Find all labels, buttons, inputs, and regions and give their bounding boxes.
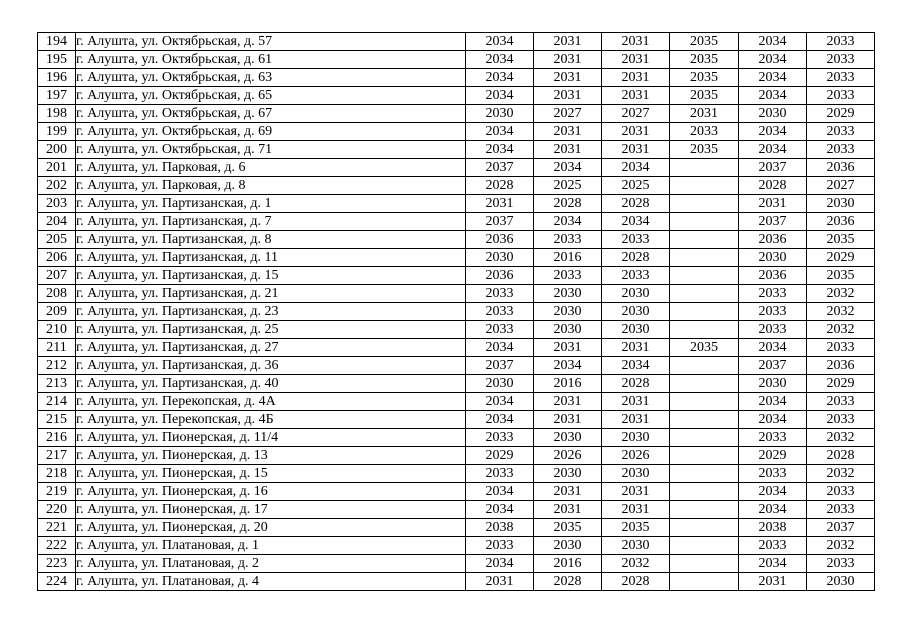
- year-cell: 2034: [466, 483, 534, 501]
- year-cell: 2031: [602, 501, 670, 519]
- row-number: 197: [38, 87, 76, 105]
- year-cell: 2036: [466, 267, 534, 285]
- year-cell: 2033: [602, 267, 670, 285]
- year-cell: 2026: [534, 447, 602, 465]
- year-cell: [670, 231, 739, 249]
- year-cell: 2031: [534, 123, 602, 141]
- year-cell: [670, 555, 739, 573]
- address-cell: г. Алушта, ул. Октябрьская, д. 65: [76, 87, 466, 105]
- row-number: 200: [38, 141, 76, 159]
- row-number: 198: [38, 105, 76, 123]
- year-cell: 2030: [534, 465, 602, 483]
- year-cell: 2030: [807, 573, 875, 591]
- year-cell: 2036: [739, 267, 807, 285]
- table-row: [38, 231, 875, 249]
- table-row: [38, 321, 875, 339]
- year-cell: 2034: [739, 501, 807, 519]
- row-number: 205: [38, 231, 76, 249]
- year-cell: 2033: [807, 123, 875, 141]
- table-row: [38, 141, 875, 159]
- year-cell: 2034: [739, 51, 807, 69]
- row-number: 211: [38, 339, 76, 357]
- row-number: 194: [38, 33, 76, 51]
- year-cell: 2027: [602, 105, 670, 123]
- year-cell: 2036: [466, 231, 534, 249]
- table-body: [38, 33, 875, 591]
- year-cell: [670, 465, 739, 483]
- year-cell: 2034: [466, 411, 534, 429]
- row-number: 218: [38, 465, 76, 483]
- year-cell: 2031: [602, 483, 670, 501]
- row-number: 215: [38, 411, 76, 429]
- year-cell: 2034: [602, 213, 670, 231]
- year-cell: 2035: [670, 69, 739, 87]
- year-cell: 2034: [739, 555, 807, 573]
- year-cell: 2032: [602, 555, 670, 573]
- row-number: 195: [38, 51, 76, 69]
- year-cell: 2028: [602, 195, 670, 213]
- year-cell: 2030: [602, 285, 670, 303]
- year-cell: [670, 285, 739, 303]
- year-cell: 2031: [534, 393, 602, 411]
- year-cell: [670, 537, 739, 555]
- year-cell: [670, 159, 739, 177]
- address-cell: г. Алушта, ул. Октябрьская, д. 71: [76, 141, 466, 159]
- year-cell: 2031: [602, 33, 670, 51]
- year-cell: 2031: [739, 573, 807, 591]
- year-cell: 2031: [534, 339, 602, 357]
- year-cell: 2033: [739, 465, 807, 483]
- year-cell: 2037: [466, 159, 534, 177]
- year-cell: 2030: [602, 429, 670, 447]
- year-cell: 2032: [807, 537, 875, 555]
- row-number: 206: [38, 249, 76, 267]
- year-cell: 2035: [670, 141, 739, 159]
- row-number: 202: [38, 177, 76, 195]
- row-number: 221: [38, 519, 76, 537]
- table-row: [38, 411, 875, 429]
- year-cell: 2035: [670, 33, 739, 51]
- row-number: 208: [38, 285, 76, 303]
- table-row: [38, 429, 875, 447]
- address-cell: г. Алушта, ул. Партизанская, д. 21: [76, 285, 466, 303]
- year-cell: 2033: [807, 69, 875, 87]
- year-cell: 2033: [466, 465, 534, 483]
- year-cell: 2031: [739, 195, 807, 213]
- year-cell: 2027: [534, 105, 602, 123]
- year-cell: 2016: [534, 375, 602, 393]
- year-cell: 2035: [670, 87, 739, 105]
- year-cell: 2036: [807, 159, 875, 177]
- table-row: [38, 213, 875, 231]
- address-cell: г. Алушта, ул. Пионерская, д. 20: [76, 519, 466, 537]
- year-cell: 2031: [534, 501, 602, 519]
- address-cell: г. Алушта, ул. Партизанская, д. 27: [76, 339, 466, 357]
- year-cell: 2033: [807, 51, 875, 69]
- year-cell: 2028: [602, 249, 670, 267]
- year-cell: 2031: [670, 105, 739, 123]
- address-cell: г. Алушта, ул. Октябрьская, д. 63: [76, 69, 466, 87]
- year-cell: 2034: [466, 69, 534, 87]
- row-number: 223: [38, 555, 76, 573]
- year-cell: 2030: [739, 105, 807, 123]
- year-cell: 2034: [466, 393, 534, 411]
- year-cell: 2031: [534, 69, 602, 87]
- year-cell: 2030: [466, 105, 534, 123]
- address-cell: г. Алушта, ул. Партизанская, д. 11: [76, 249, 466, 267]
- year-cell: 2034: [466, 501, 534, 519]
- year-cell: 2029: [807, 105, 875, 123]
- year-cell: 2033: [807, 393, 875, 411]
- table-row: [38, 51, 875, 69]
- year-cell: 2037: [466, 213, 534, 231]
- year-cell: [670, 573, 739, 591]
- year-cell: 2028: [602, 573, 670, 591]
- year-cell: 2033: [466, 303, 534, 321]
- address-cell: г. Алушта, ул. Партизанская, д. 40: [76, 375, 466, 393]
- address-cell: г. Алушта, ул. Пионерская, д. 17: [76, 501, 466, 519]
- table-row: [38, 87, 875, 105]
- table-row: [38, 69, 875, 87]
- address-cell: г. Алушта, ул. Партизанская, д. 25: [76, 321, 466, 339]
- year-cell: 2031: [602, 51, 670, 69]
- year-cell: 2034: [466, 123, 534, 141]
- year-cell: 2034: [466, 339, 534, 357]
- year-cell: [670, 501, 739, 519]
- year-cell: 2031: [602, 87, 670, 105]
- address-cell: г. Алушта, ул. Перекопская, д. 4А: [76, 393, 466, 411]
- address-cell: г. Алушта, ул. Парковая, д. 8: [76, 177, 466, 195]
- year-cell: [670, 393, 739, 411]
- year-cell: 2030: [807, 195, 875, 213]
- address-cell: г. Алушта, ул. Перекопская, д. 4Б: [76, 411, 466, 429]
- year-cell: 2030: [602, 537, 670, 555]
- year-cell: 2034: [534, 159, 602, 177]
- row-number: 196: [38, 69, 76, 87]
- year-cell: [670, 447, 739, 465]
- address-cell: г. Алушта, ул. Партизанская, д. 7: [76, 213, 466, 231]
- address-cell: г. Алушта, ул. Пионерская, д. 16: [76, 483, 466, 501]
- year-cell: 2034: [739, 483, 807, 501]
- year-cell: 2034: [534, 213, 602, 231]
- year-cell: [670, 375, 739, 393]
- year-cell: [670, 483, 739, 501]
- year-cell: 2033: [807, 339, 875, 357]
- year-cell: [670, 195, 739, 213]
- table-row: [38, 519, 875, 537]
- year-cell: 2026: [602, 447, 670, 465]
- year-cell: [670, 303, 739, 321]
- year-cell: 2030: [602, 303, 670, 321]
- year-cell: 2031: [466, 573, 534, 591]
- address-cell: г. Алушта, ул. Пионерская, д. 13: [76, 447, 466, 465]
- year-cell: 2033: [739, 303, 807, 321]
- year-cell: 2030: [534, 429, 602, 447]
- year-cell: 2031: [602, 123, 670, 141]
- year-cell: 2016: [534, 555, 602, 573]
- year-cell: 2030: [602, 465, 670, 483]
- year-cell: 2035: [602, 519, 670, 537]
- address-cell: г. Алушта, ул. Парковая, д. 6: [76, 159, 466, 177]
- year-cell: 2028: [739, 177, 807, 195]
- year-cell: [670, 321, 739, 339]
- year-cell: 2030: [466, 375, 534, 393]
- year-cell: [670, 267, 739, 285]
- year-cell: 2037: [739, 159, 807, 177]
- year-cell: 2034: [466, 87, 534, 105]
- year-cell: 2032: [807, 465, 875, 483]
- year-cell: 2031: [534, 87, 602, 105]
- row-number: 199: [38, 123, 76, 141]
- year-cell: 2037: [739, 357, 807, 375]
- table-row: [38, 501, 875, 519]
- table-row: [38, 483, 875, 501]
- year-cell: 2033: [807, 411, 875, 429]
- year-cell: 2034: [466, 33, 534, 51]
- year-cell: 2034: [739, 339, 807, 357]
- year-cell: [670, 213, 739, 231]
- year-cell: 2030: [534, 321, 602, 339]
- year-cell: 2038: [466, 519, 534, 537]
- year-cell: 2031: [534, 51, 602, 69]
- row-number: 203: [38, 195, 76, 213]
- year-cell: 2033: [807, 483, 875, 501]
- year-cell: 2034: [739, 411, 807, 429]
- year-cell: 2032: [807, 429, 875, 447]
- year-cell: 2030: [739, 375, 807, 393]
- year-cell: 2038: [739, 519, 807, 537]
- year-cell: 2033: [739, 429, 807, 447]
- row-number: 214: [38, 393, 76, 411]
- year-cell: 2033: [807, 87, 875, 105]
- address-cell: г. Алушта, ул. Партизанская, д. 15: [76, 267, 466, 285]
- year-cell: 2025: [602, 177, 670, 195]
- table-row: [38, 177, 875, 195]
- year-cell: 2031: [602, 393, 670, 411]
- year-cell: 2034: [466, 51, 534, 69]
- year-cell: 2031: [534, 141, 602, 159]
- year-cell: 2034: [534, 357, 602, 375]
- address-cell: г. Алушта, ул. Пионерская, д. 15: [76, 465, 466, 483]
- year-cell: 2037: [739, 213, 807, 231]
- address-cell: г. Алушта, ул. Октябрьская, д. 57: [76, 33, 466, 51]
- table-row: [38, 303, 875, 321]
- year-cell: [670, 411, 739, 429]
- year-cell: 2028: [807, 447, 875, 465]
- table-row: [38, 393, 875, 411]
- year-cell: 2031: [602, 411, 670, 429]
- table-row: [38, 555, 875, 573]
- address-cell: г. Алушта, ул. Платановая, д. 4: [76, 573, 466, 591]
- buildings-table: [37, 32, 875, 591]
- table-row: [38, 573, 875, 591]
- year-cell: 2033: [466, 321, 534, 339]
- year-cell: 2031: [534, 411, 602, 429]
- table-row: [38, 537, 875, 555]
- year-cell: [670, 357, 739, 375]
- year-cell: 2031: [534, 33, 602, 51]
- row-number: 201: [38, 159, 76, 177]
- row-number: 212: [38, 357, 76, 375]
- row-number: 217: [38, 447, 76, 465]
- year-cell: 2029: [466, 447, 534, 465]
- year-cell: 2035: [670, 51, 739, 69]
- year-cell: [670, 249, 739, 267]
- row-number: 224: [38, 573, 76, 591]
- row-number: 222: [38, 537, 76, 555]
- year-cell: [670, 519, 739, 537]
- table-row: [38, 447, 875, 465]
- year-cell: 2034: [602, 159, 670, 177]
- year-cell: 2033: [807, 141, 875, 159]
- year-cell: 2034: [466, 555, 534, 573]
- year-cell: 2028: [466, 177, 534, 195]
- address-cell: г. Алушта, ул. Партизанская, д. 36: [76, 357, 466, 375]
- year-cell: 2037: [466, 357, 534, 375]
- year-cell: 2030: [534, 303, 602, 321]
- year-cell: 2031: [602, 339, 670, 357]
- year-cell: 2036: [807, 213, 875, 231]
- table-row: [38, 357, 875, 375]
- year-cell: 2029: [807, 375, 875, 393]
- year-cell: [670, 177, 739, 195]
- year-cell: 2033: [602, 231, 670, 249]
- year-cell: 2033: [807, 33, 875, 51]
- row-number: 209: [38, 303, 76, 321]
- table-row: [38, 249, 875, 267]
- year-cell: [670, 429, 739, 447]
- year-cell: 2030: [534, 537, 602, 555]
- table-row: [38, 285, 875, 303]
- address-cell: г. Алушта, ул. Платановая, д. 1: [76, 537, 466, 555]
- address-cell: г. Алушта, ул. Октябрьская, д. 69: [76, 123, 466, 141]
- year-cell: 2034: [466, 141, 534, 159]
- table-row: [38, 159, 875, 177]
- table-row: [38, 375, 875, 393]
- year-cell: 2029: [807, 249, 875, 267]
- year-cell: 2035: [807, 231, 875, 249]
- row-number: 220: [38, 501, 76, 519]
- row-number: 207: [38, 267, 76, 285]
- year-cell: 2027: [807, 177, 875, 195]
- year-cell: 2034: [739, 141, 807, 159]
- table-row: [38, 195, 875, 213]
- year-cell: 2034: [739, 123, 807, 141]
- year-cell: 2033: [466, 537, 534, 555]
- table-row: [38, 105, 875, 123]
- year-cell: 2032: [807, 303, 875, 321]
- year-cell: 2031: [602, 69, 670, 87]
- year-cell: 2033: [534, 267, 602, 285]
- year-cell: 2035: [534, 519, 602, 537]
- year-cell: 2034: [739, 87, 807, 105]
- year-cell: 2028: [534, 573, 602, 591]
- year-cell: 2031: [534, 483, 602, 501]
- address-cell: г. Алушта, ул. Партизанская, д. 1: [76, 195, 466, 213]
- address-cell: г. Алушта, ул. Пионерская, д. 11/4: [76, 429, 466, 447]
- year-cell: 2033: [807, 501, 875, 519]
- year-cell: 2033: [739, 321, 807, 339]
- year-cell: 2035: [807, 267, 875, 285]
- year-cell: 2033: [466, 285, 534, 303]
- year-cell: 2032: [807, 321, 875, 339]
- year-cell: 2034: [739, 33, 807, 51]
- row-number: 213: [38, 375, 76, 393]
- year-cell: 2031: [602, 141, 670, 159]
- year-cell: 2030: [739, 249, 807, 267]
- row-number: 204: [38, 213, 76, 231]
- year-cell: 2028: [534, 195, 602, 213]
- row-number: 210: [38, 321, 76, 339]
- year-cell: 2028: [602, 375, 670, 393]
- year-cell: 2016: [534, 249, 602, 267]
- year-cell: 2036: [739, 231, 807, 249]
- year-cell: 2033: [534, 231, 602, 249]
- address-cell: г. Алушта, ул. Партизанская, д. 8: [76, 231, 466, 249]
- address-cell: г. Алушта, ул. Октябрьская, д. 67: [76, 105, 466, 123]
- year-cell: 2030: [602, 321, 670, 339]
- year-cell: 2033: [670, 123, 739, 141]
- year-cell: 2029: [739, 447, 807, 465]
- year-cell: 2030: [466, 249, 534, 267]
- table-row: [38, 465, 875, 483]
- row-number: 219: [38, 483, 76, 501]
- table-row: [38, 267, 875, 285]
- year-cell: 2034: [739, 393, 807, 411]
- table-row: [38, 33, 875, 51]
- year-cell: 2030: [534, 285, 602, 303]
- table-row: [38, 339, 875, 357]
- address-cell: г. Алушта, ул. Платановая, д. 2: [76, 555, 466, 573]
- year-cell: 2032: [807, 285, 875, 303]
- year-cell: 2033: [807, 555, 875, 573]
- year-cell: 2033: [466, 429, 534, 447]
- table-row: [38, 123, 875, 141]
- year-cell: 2034: [739, 69, 807, 87]
- year-cell: 2036: [807, 357, 875, 375]
- year-cell: 2031: [466, 195, 534, 213]
- address-cell: г. Алушта, ул. Партизанская, д. 23: [76, 303, 466, 321]
- year-cell: 2033: [739, 537, 807, 555]
- year-cell: 2037: [807, 519, 875, 537]
- year-cell: 2034: [602, 357, 670, 375]
- row-number: 216: [38, 429, 76, 447]
- year-cell: 2035: [670, 339, 739, 357]
- year-cell: 2033: [739, 285, 807, 303]
- address-cell: г. Алушта, ул. Октябрьская, д. 61: [76, 51, 466, 69]
- year-cell: 2025: [534, 177, 602, 195]
